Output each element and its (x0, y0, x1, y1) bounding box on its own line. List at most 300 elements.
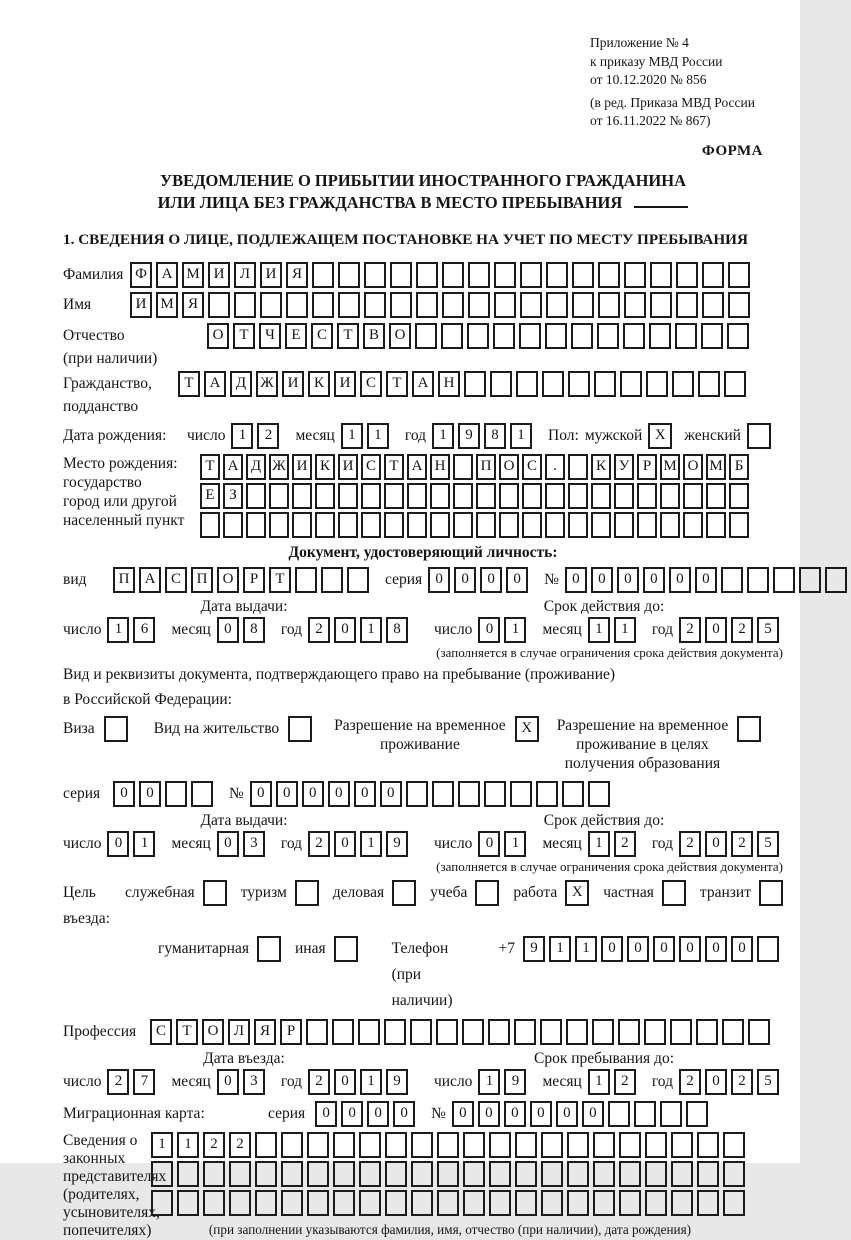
box-cell[interactable] (650, 262, 672, 288)
temp-permit-checkbox[interactable] (515, 716, 539, 742)
box-cell[interactable]: М (156, 292, 178, 318)
patronymic-boxes[interactable] (207, 323, 753, 349)
box-cell[interactable] (334, 936, 358, 962)
birth-place-row2[interactable] (200, 483, 752, 509)
box-cell[interactable]: Д (230, 371, 252, 397)
residence-series-boxes[interactable] (113, 781, 217, 807)
purpose-tourism-checkbox[interactable] (295, 880, 319, 906)
box-cell[interactable] (825, 567, 847, 593)
box-cell[interactable] (516, 371, 538, 397)
box-cell[interactable] (614, 483, 634, 509)
box-cell[interactable]: 0 (653, 936, 675, 962)
box-cell[interactable] (624, 262, 646, 288)
box-cell[interactable]: 0 (582, 1101, 604, 1127)
box-cell[interactable]: X (565, 880, 589, 906)
box-cell[interactable] (773, 567, 795, 593)
stay-year[interactable] (679, 1069, 783, 1095)
box-cell[interactable] (588, 781, 610, 807)
box-cell[interactable]: 0 (705, 831, 727, 857)
box-cell[interactable]: 1 (478, 1069, 500, 1095)
box-cell[interactable] (255, 1190, 277, 1216)
box-cell[interactable] (568, 512, 588, 538)
box-cell[interactable] (545, 323, 567, 349)
box-cell[interactable]: О (207, 323, 229, 349)
box-cell[interactable]: 5 (757, 1069, 779, 1095)
box-cell[interactable] (410, 1019, 432, 1045)
box-cell[interactable] (591, 512, 611, 538)
box-cell[interactable]: 0 (705, 936, 727, 962)
box-cell[interactable] (430, 483, 450, 509)
migration-number-boxes[interactable] (452, 1101, 712, 1127)
residence-issue-month[interactable] (217, 831, 269, 857)
box-cell[interactable] (338, 512, 358, 538)
box-cell[interactable] (269, 512, 289, 538)
box-cell[interactable] (437, 1132, 459, 1158)
box-cell[interactable] (295, 880, 319, 906)
box-cell[interactable]: 8 (386, 617, 408, 643)
box-cell[interactable]: С (311, 323, 333, 349)
profession-boxes[interactable] (150, 1019, 774, 1045)
box-cell[interactable]: Т (269, 567, 291, 593)
box-cell[interactable] (645, 1161, 667, 1187)
birth-place-row3[interactable] (200, 512, 752, 538)
box-cell[interactable] (723, 1161, 745, 1187)
box-cell[interactable] (463, 1161, 485, 1187)
surname-boxes[interactable] (130, 262, 754, 288)
box-cell[interactable]: 8 (484, 423, 506, 449)
box-cell[interactable] (255, 1161, 277, 1187)
box-cell[interactable] (177, 1190, 199, 1216)
box-cell[interactable] (697, 1161, 719, 1187)
box-cell[interactable] (510, 781, 532, 807)
box-cell[interactable] (545, 483, 565, 509)
box-cell[interactable] (489, 1190, 511, 1216)
box-cell[interactable] (562, 781, 584, 807)
box-cell[interactable] (566, 1019, 588, 1045)
box-cell[interactable] (390, 292, 412, 318)
box-cell[interactable]: 0 (380, 781, 402, 807)
box-cell[interactable]: Р (637, 454, 657, 480)
box-cell[interactable]: 0 (627, 936, 649, 962)
box-cell[interactable]: Т (178, 371, 200, 397)
box-cell[interactable] (697, 1132, 719, 1158)
box-cell[interactable]: 2 (679, 617, 701, 643)
box-cell[interactable]: 0 (478, 831, 500, 857)
box-cell[interactable] (437, 1161, 459, 1187)
box-cell[interactable] (464, 371, 486, 397)
box-cell[interactable]: 0 (504, 1101, 526, 1127)
box-cell[interactable] (568, 483, 588, 509)
box-cell[interactable]: 0 (107, 831, 129, 857)
box-cell[interactable] (624, 292, 646, 318)
purpose-business-checkbox[interactable] (392, 880, 416, 906)
box-cell[interactable] (411, 1161, 433, 1187)
box-cell[interactable] (572, 292, 594, 318)
box-cell[interactable] (799, 567, 821, 593)
box-cell[interactable] (489, 1132, 511, 1158)
identity-valid-day[interactable] (478, 617, 530, 643)
box-cell[interactable]: З (223, 483, 243, 509)
box-cell[interactable] (670, 1019, 692, 1045)
box-cell[interactable] (568, 454, 588, 480)
box-cell[interactable] (748, 1019, 770, 1045)
box-cell[interactable] (385, 1161, 407, 1187)
box-cell[interactable]: 0 (591, 567, 613, 593)
box-cell[interactable] (747, 423, 771, 449)
residence-permit-checkbox[interactable] (288, 716, 312, 742)
box-cell[interactable] (151, 1190, 173, 1216)
box-cell[interactable]: 9 (523, 936, 545, 962)
box-cell[interactable]: Т (233, 323, 255, 349)
box-cell[interactable]: 7 (133, 1069, 155, 1095)
box-cell[interactable] (411, 1132, 433, 1158)
box-cell[interactable] (104, 716, 128, 742)
box-cell[interactable] (359, 1132, 381, 1158)
box-cell[interactable]: 9 (386, 1069, 408, 1095)
box-cell[interactable] (281, 1190, 303, 1216)
box-cell[interactable]: И (208, 262, 230, 288)
box-cell[interactable]: 1 (360, 1069, 382, 1095)
box-cell[interactable] (515, 1161, 537, 1187)
box-cell[interactable]: 1 (367, 423, 389, 449)
box-cell[interactable]: И (260, 262, 282, 288)
box-cell[interactable]: 2 (257, 423, 279, 449)
box-cell[interactable] (390, 262, 412, 288)
box-cell[interactable]: И (338, 454, 358, 480)
box-cell[interactable] (288, 716, 312, 742)
box-cell[interactable]: К (591, 454, 611, 480)
purpose-transit-checkbox[interactable] (759, 880, 783, 906)
box-cell[interactable] (608, 1101, 630, 1127)
box-cell[interactable]: 0 (480, 567, 502, 593)
box-cell[interactable] (453, 454, 473, 480)
box-cell[interactable]: П (113, 567, 135, 593)
box-cell[interactable] (623, 323, 645, 349)
box-cell[interactable] (546, 292, 568, 318)
box-cell[interactable] (697, 1190, 719, 1216)
box-cell[interactable] (165, 781, 187, 807)
box-cell[interactable]: Б (729, 454, 749, 480)
box-cell[interactable]: 2 (308, 831, 330, 857)
edu-permit-checkbox[interactable] (737, 716, 761, 742)
box-cell[interactable] (660, 1101, 682, 1127)
box-cell[interactable]: 0 (217, 617, 239, 643)
box-cell[interactable] (619, 1190, 641, 1216)
box-cell[interactable]: 0 (643, 567, 665, 593)
box-cell[interactable] (567, 1161, 589, 1187)
box-cell[interactable]: А (204, 371, 226, 397)
box-cell[interactable] (453, 483, 473, 509)
box-cell[interactable]: 0 (695, 567, 717, 593)
box-cell[interactable]: Я (286, 262, 308, 288)
box-cell[interactable] (593, 1161, 615, 1187)
box-cell[interactable]: Т (337, 323, 359, 349)
box-cell[interactable] (757, 936, 779, 962)
box-cell[interactable] (593, 1132, 615, 1158)
doc-kind-boxes[interactable] (113, 567, 373, 593)
box-cell[interactable]: 1 (575, 936, 597, 962)
box-cell[interactable]: У (614, 454, 634, 480)
box-cell[interactable] (416, 292, 438, 318)
box-cell[interactable] (442, 292, 464, 318)
box-cell[interactable] (721, 567, 743, 593)
box-cell[interactable]: 1 (341, 423, 363, 449)
box-cell[interactable]: 5 (757, 831, 779, 857)
box-cell[interactable] (634, 1101, 656, 1127)
box-cell[interactable]: 2 (614, 1069, 636, 1095)
box-cell[interactable]: 1 (614, 617, 636, 643)
box-cell[interactable] (747, 567, 769, 593)
box-cell[interactable]: М (660, 454, 680, 480)
box-cell[interactable]: 1 (510, 423, 532, 449)
box-cell[interactable] (494, 262, 516, 288)
box-cell[interactable] (520, 292, 542, 318)
box-cell[interactable]: Н (438, 371, 460, 397)
box-cell[interactable] (593, 1190, 615, 1216)
box-cell[interactable] (488, 1019, 510, 1045)
box-cell[interactable]: 2 (679, 1069, 701, 1095)
box-cell[interactable] (728, 262, 750, 288)
box-cell[interactable] (441, 323, 463, 349)
purpose-humanitarian-checkbox[interactable] (257, 936, 281, 962)
box-cell[interactable]: Т (384, 454, 404, 480)
box-cell[interactable] (520, 262, 542, 288)
box-cell[interactable]: А (407, 454, 427, 480)
box-cell[interactable] (671, 1161, 693, 1187)
box-cell[interactable]: 0 (217, 831, 239, 857)
box-cell[interactable]: Л (234, 262, 256, 288)
box-cell[interactable] (406, 781, 428, 807)
purpose-work-checkbox[interactable] (565, 880, 589, 906)
residence-number-boxes[interactable] (250, 781, 614, 807)
box-cell[interactable]: 2 (731, 617, 753, 643)
box-cell[interactable] (361, 483, 381, 509)
box-cell[interactable]: П (476, 454, 496, 480)
box-cell[interactable] (594, 371, 616, 397)
purpose-other-checkbox[interactable] (334, 936, 358, 962)
box-cell[interactable] (295, 567, 317, 593)
box-cell[interactable] (281, 1132, 303, 1158)
box-cell[interactable]: О (389, 323, 411, 349)
residence-valid-day[interactable] (478, 831, 530, 857)
box-cell[interactable]: Е (200, 483, 220, 509)
box-cell[interactable]: С (165, 567, 187, 593)
box-cell[interactable] (476, 512, 496, 538)
box-cell[interactable] (430, 512, 450, 538)
box-cell[interactable]: Т (386, 371, 408, 397)
box-cell[interactable] (541, 1132, 563, 1158)
box-cell[interactable] (519, 323, 541, 349)
box-cell[interactable] (675, 323, 697, 349)
box-cell[interactable]: Д (246, 454, 266, 480)
birth-day-boxes[interactable] (231, 423, 283, 449)
box-cell[interactable]: 0 (302, 781, 324, 807)
box-cell[interactable]: 8 (243, 617, 265, 643)
box-cell[interactable] (234, 292, 256, 318)
box-cell[interactable] (257, 936, 281, 962)
box-cell[interactable]: 0 (341, 1101, 363, 1127)
box-cell[interactable]: С (522, 454, 542, 480)
identity-issue-month[interactable] (217, 617, 269, 643)
box-cell[interactable] (333, 1161, 355, 1187)
box-cell[interactable] (541, 1190, 563, 1216)
box-cell[interactable] (415, 323, 437, 349)
box-cell[interactable]: 0 (478, 1101, 500, 1127)
identity-issue-year[interactable] (308, 617, 412, 643)
box-cell[interactable]: 1 (133, 831, 155, 857)
box-cell[interactable]: 0 (506, 567, 528, 593)
box-cell[interactable] (686, 1101, 708, 1127)
box-cell[interactable]: С (150, 1019, 172, 1045)
box-cell[interactable] (660, 483, 680, 509)
citizenship-boxes[interactable] (178, 371, 750, 397)
box-cell[interactable]: А (139, 567, 161, 593)
box-cell[interactable] (598, 292, 620, 318)
box-cell[interactable] (462, 1019, 484, 1045)
box-cell[interactable]: X (515, 716, 539, 742)
box-cell[interactable] (676, 292, 698, 318)
box-cell[interactable] (364, 292, 386, 318)
box-cell[interactable]: П (191, 567, 213, 593)
representatives-row1[interactable] (151, 1132, 749, 1158)
box-cell[interactable]: А (412, 371, 434, 397)
box-cell[interactable] (728, 292, 750, 318)
box-cell[interactable]: Ж (269, 454, 289, 480)
box-cell[interactable]: 0 (679, 936, 701, 962)
identity-issue-day[interactable] (107, 617, 159, 643)
box-cell[interactable]: 2 (679, 831, 701, 857)
stay-day[interactable] (478, 1069, 530, 1095)
box-cell[interactable] (307, 1132, 329, 1158)
identity-valid-year[interactable] (679, 617, 783, 643)
migration-series-boxes[interactable] (315, 1101, 419, 1127)
box-cell[interactable] (203, 880, 227, 906)
box-cell[interactable] (620, 371, 642, 397)
box-cell[interactable] (484, 781, 506, 807)
box-cell[interactable] (619, 1161, 641, 1187)
box-cell[interactable]: О (499, 454, 519, 480)
box-cell[interactable] (729, 483, 749, 509)
box-cell[interactable]: 0 (428, 567, 450, 593)
box-cell[interactable] (306, 1019, 328, 1045)
box-cell[interactable] (255, 1132, 277, 1158)
box-cell[interactable] (407, 483, 427, 509)
box-cell[interactable] (637, 512, 657, 538)
box-cell[interactable] (619, 1132, 641, 1158)
residence-issue-year[interactable] (308, 831, 412, 857)
box-cell[interactable]: Ж (256, 371, 278, 397)
box-cell[interactable]: Р (280, 1019, 302, 1045)
box-cell[interactable] (223, 512, 243, 538)
box-cell[interactable] (359, 1161, 381, 1187)
box-cell[interactable] (191, 781, 213, 807)
box-cell[interactable]: Т (200, 454, 220, 480)
box-cell[interactable] (727, 323, 749, 349)
box-cell[interactable] (672, 371, 694, 397)
box-cell[interactable]: 0 (315, 1101, 337, 1127)
box-cell[interactable] (246, 512, 266, 538)
box-cell[interactable] (229, 1161, 251, 1187)
box-cell[interactable]: М (706, 454, 726, 480)
box-cell[interactable] (315, 512, 335, 538)
box-cell[interactable] (723, 1190, 745, 1216)
box-cell[interactable] (385, 1190, 407, 1216)
box-cell[interactable]: Я (182, 292, 204, 318)
box-cell[interactable] (614, 512, 634, 538)
box-cell[interactable]: 1 (588, 1069, 610, 1095)
box-cell[interactable]: 2 (203, 1132, 225, 1158)
box-cell[interactable] (436, 1019, 458, 1045)
box-cell[interactable] (568, 371, 590, 397)
box-cell[interactable]: 2 (731, 1069, 753, 1095)
box-cell[interactable] (203, 1161, 225, 1187)
box-cell[interactable]: 0 (556, 1101, 578, 1127)
box-cell[interactable]: 2 (614, 831, 636, 857)
box-cell[interactable] (384, 483, 404, 509)
box-cell[interactable] (269, 483, 289, 509)
box-cell[interactable]: 9 (458, 423, 480, 449)
box-cell[interactable] (292, 512, 312, 538)
box-cell[interactable] (597, 323, 619, 349)
doc-number-boxes[interactable] (565, 567, 851, 593)
box-cell[interactable] (662, 880, 686, 906)
name-boxes[interactable] (130, 292, 754, 318)
box-cell[interactable] (542, 371, 564, 397)
box-cell[interactable] (698, 371, 720, 397)
box-cell[interactable] (177, 1161, 199, 1187)
box-cell[interactable] (494, 292, 516, 318)
box-cell[interactable]: 0 (617, 567, 639, 593)
box-cell[interactable]: О (217, 567, 239, 593)
box-cell[interactable] (546, 262, 568, 288)
box-cell[interactable]: 0 (276, 781, 298, 807)
box-cell[interactable]: 0 (669, 567, 691, 593)
box-cell[interactable] (571, 323, 593, 349)
box-cell[interactable] (203, 1190, 225, 1216)
box-cell[interactable] (536, 781, 558, 807)
box-cell[interactable] (645, 1190, 667, 1216)
box-cell[interactable] (645, 1132, 667, 1158)
box-cell[interactable]: 6 (133, 617, 155, 643)
box-cell[interactable]: С (360, 371, 382, 397)
box-cell[interactable]: Л (228, 1019, 250, 1045)
box-cell[interactable]: Я (254, 1019, 276, 1045)
box-cell[interactable] (702, 262, 724, 288)
box-cell[interactable] (392, 880, 416, 906)
doc-series-boxes[interactable] (428, 567, 532, 593)
box-cell[interactable]: 1 (549, 936, 571, 962)
box-cell[interactable] (567, 1190, 589, 1216)
box-cell[interactable] (359, 1190, 381, 1216)
box-cell[interactable]: 2 (107, 1069, 129, 1095)
box-cell[interactable] (706, 483, 726, 509)
box-cell[interactable]: 3 (243, 1069, 265, 1095)
box-cell[interactable] (151, 1161, 173, 1187)
box-cell[interactable] (545, 512, 565, 538)
box-cell[interactable] (683, 512, 703, 538)
box-cell[interactable]: М (182, 262, 204, 288)
box-cell[interactable] (468, 292, 490, 318)
box-cell[interactable] (312, 262, 334, 288)
box-cell[interactable] (696, 1019, 718, 1045)
box-cell[interactable] (683, 483, 703, 509)
box-cell[interactable]: X (648, 423, 672, 449)
box-cell[interactable]: 0 (565, 567, 587, 593)
box-cell[interactable]: С (361, 454, 381, 480)
box-cell[interactable] (200, 512, 220, 538)
box-cell[interactable] (286, 292, 308, 318)
box-cell[interactable]: И (292, 454, 312, 480)
